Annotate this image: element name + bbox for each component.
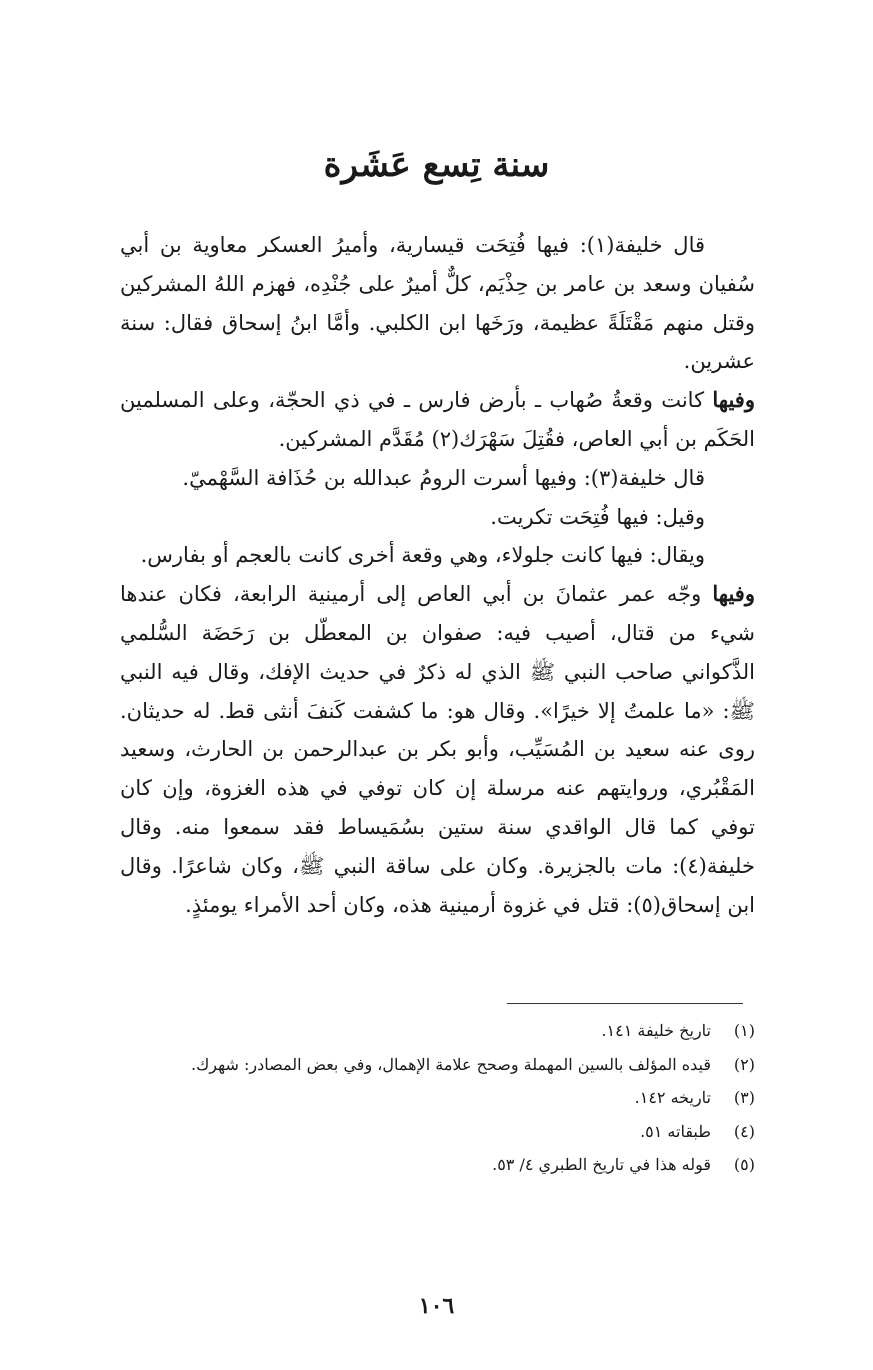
paragraph-3-text: قال خليفة(٣): وفيها أسرت الرومُ عبدالله بن حُذَافة السَّهْميّ.	[182, 465, 705, 490]
footnote-text: طبقاته ٥١.	[640, 1121, 711, 1141]
footnote-number: (١)	[733, 1021, 755, 1040]
paragraph-3	[120, 459, 755, 498]
paragraph-2	[120, 381, 755, 459]
footnote-number: (٤)	[733, 1121, 755, 1141]
footnote-text: تاريخ خليفة ١٤١.	[601, 1021, 711, 1040]
footnote-text: قوله هذا في تاريخ الطبري ٤/ ٥٣.	[492, 1155, 711, 1175]
paragraph-4-text: وقيل: فيها فُتِحَت تكريت.	[490, 504, 705, 529]
page-number: ١٠٦	[418, 1293, 455, 1319]
footnote-number: (٥)	[733, 1155, 755, 1175]
footnote-5	[60, 1148, 755, 1182]
paragraph-5	[120, 536, 755, 575]
footnote-3	[60, 1081, 755, 1115]
footnote-text: قيده المؤلف بالسين المهملة وصحح علامة الإهمال، وفي بعض المصادر: شهرك.	[190, 1054, 711, 1074]
footnote-divider	[507, 1003, 743, 1004]
chapter-title: سنة تِسع عَشَرة	[323, 144, 550, 185]
paragraph-2-text: كانت وقعةُ صُهاب ـ بأرض فارس ـ في ذي الحجّة، وعلى المسلمين الحَكَم بن أبي العاص، فقُتِلَ سَهْرَك(٢) مُقَدَّم المشركين.	[120, 388, 755, 451]
paragraph-6	[120, 575, 755, 924]
paragraph-4	[120, 498, 755, 537]
paragraph-1-text: قال خليفة(١): فيها فُتِحَت قيسارية، وأميرُ العسكر معاوية بن أبي سُفيان وسعد بن عامر بن حِذْيَم، كلٌّ أميرٌ على جُنْدِه، فهزم اللهُ المشركين وقتل منهم مَقْتَلَةً عظيمة، ورَخَها ابن الكلبي. وأمَّا ابنُ إسحاق فقال: سنة عشرين.	[120, 233, 755, 374]
footnote-1	[60, 1014, 755, 1048]
footnote-4	[60, 1115, 755, 1149]
footnotes	[60, 1014, 755, 1182]
footnote-2	[60, 1048, 755, 1082]
paragraph-5-text: ويقال: فيها كانت جلولاء، وهي وقعة أخرى كانت بالعجم أو بفارس.	[140, 543, 705, 568]
footnote-text: تاريخه ١٤٢.	[634, 1088, 711, 1108]
paragraph-1	[120, 226, 755, 381]
paragraph-6-text: وجّه عمر عثمانَ بن أبي العاص إلى أرمينية الرابعة، فكان عندها شيء من قتال، أصيب فيه: صفوان بن المعطّل بن رَحَضَة السُّلمي الذَّكواني صاحب النبي ﷺ الذي له ذكرٌ في حديث الإفك، وقال فيه النبي ﷺ: «ما علمتُ إلا خيرًا». وقال هو: ما كشفت كَنفَ أنثى قط. له حديثان. روى عنه سعيد بن المُسَيِّب، وأبو بكر بن عبدالرحمن بن الحارث، وسعيد المَقْبُري، وروايتهم عنه مرسلة إن كان توفي في هذه الغزوة، وإن كان توفي كما قال الواقدي سنة ستين بسُمَيساط فقد سمعوا منه. وقال خليفة(٤): مات بالجزيرة. وكان على ساقة النبي ﷺ، وكان شاعرًا. وقال ابن إسحاق(٥): قتل في غزوة أرمينية هذه، وكان أحد الأمراء يومئذٍ.	[120, 582, 755, 917]
body-text	[120, 226, 755, 924]
paragraph-2-lead: وفيها	[712, 387, 755, 413]
paragraph-6-lead: وفيها	[712, 581, 755, 607]
footnote-number: (٢)	[733, 1054, 755, 1074]
footnote-number: (٣)	[733, 1088, 755, 1108]
